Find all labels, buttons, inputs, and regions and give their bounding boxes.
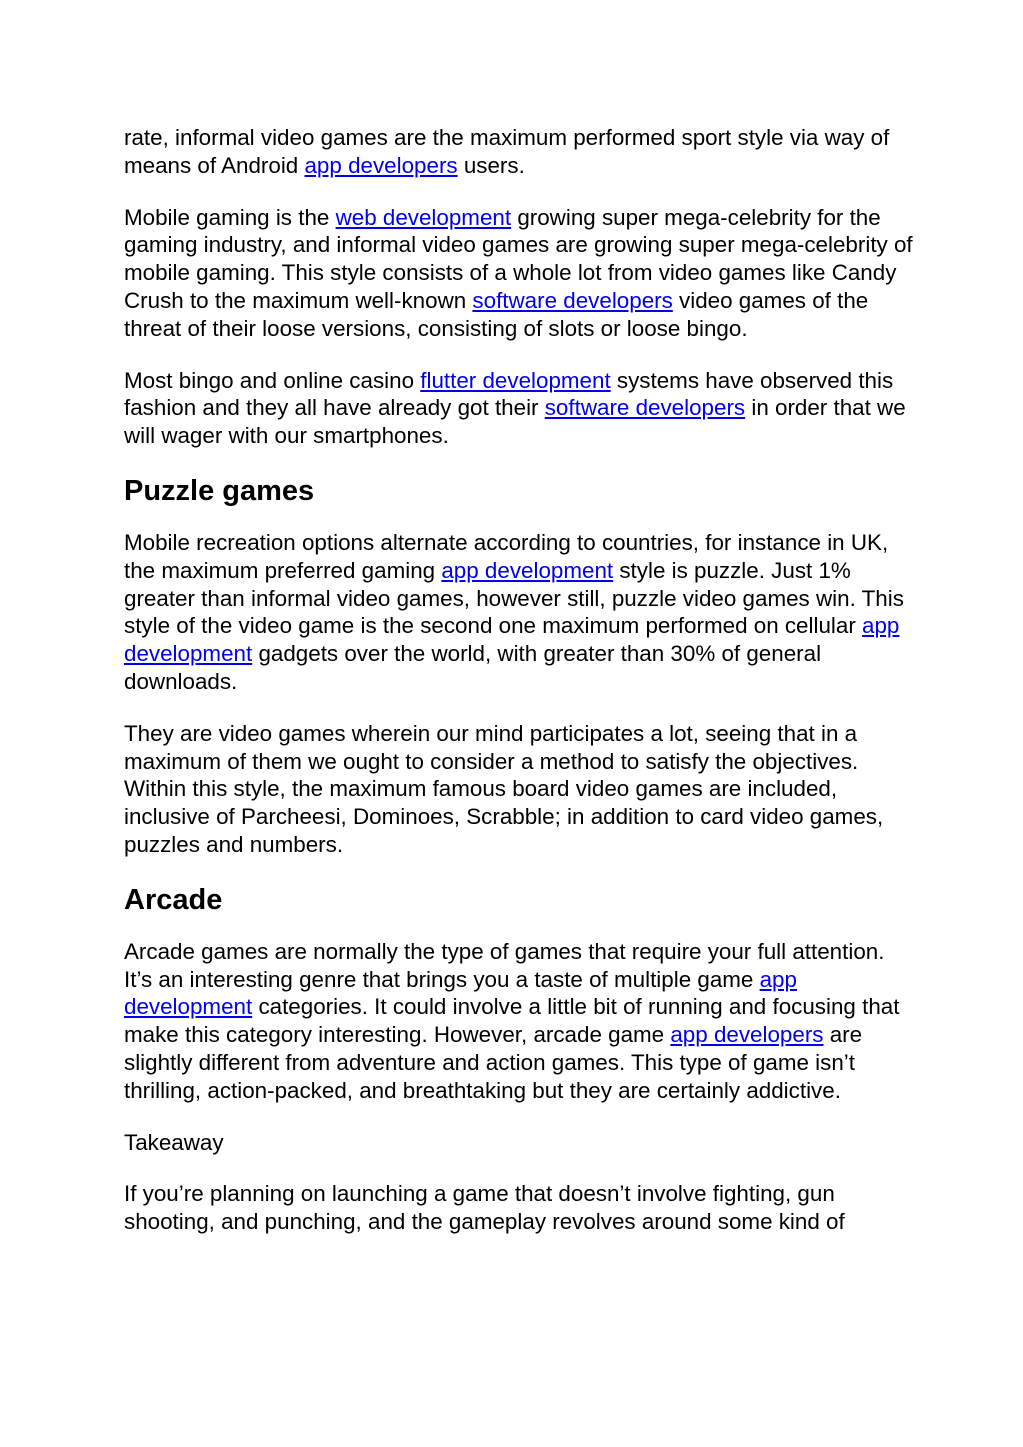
- paragraph-text: gadgets over the world, with greater than 30% of general downloads.: [124, 641, 822, 694]
- paragraph-puzzle-preferences: [124, 529, 914, 696]
- paragraph-text: Mobile gaming is the: [124, 204, 336, 230]
- paragraph-text: in order that we will wager with our smartphones.: [124, 395, 906, 449]
- document-body: [124, 124, 914, 1236]
- link-app-developers[interactable]: app developers: [304, 152, 458, 178]
- link-app-development[interactable]: app development: [124, 966, 797, 1020]
- paragraph-puzzle-description: They are video games wherein our mind participates a lot, seeing that in a maximum of them we ought to consider a method to satisfy the objectives. Within this style, the maximum famous board video games are included, inclusive of Parcheesi, Dominoes, Scrabble; in addition to card video games, puzzles and numbers.: [124, 720, 884, 857]
- paragraph-arcade-description: [124, 938, 914, 1105]
- paragraph-text: rate, informal video games are the maximum performed sport style via way of means of Android: [124, 125, 890, 178]
- link-flutter-development[interactable]: flutter development: [420, 367, 611, 393]
- paragraph-text: Most bingo and online casino: [124, 367, 421, 393]
- link-software-developers[interactable]: software developers: [544, 395, 746, 421]
- link-web-development[interactable]: web development: [335, 204, 512, 230]
- paragraph-text: style is puzzle. Just 1% greater than informal video games, however still, puzzle video games win. This style of the video game is the second one maximum performed on cellular: [124, 557, 904, 639]
- link-software-developers[interactable]: software developers: [472, 287, 673, 313]
- paragraph-casual-games: [124, 124, 914, 180]
- heading-arcade: Arcade: [124, 883, 223, 916]
- paragraph-text: systems have observed this fashion and they all have already got their: [124, 367, 894, 421]
- paragraph-text: growing super mega-celebrity for the gaming industry, and informal video games are growing super mega-celebrity of mobile gaming. This style consists of a whole lot from video games like Candy Crush to the maximum well-known: [124, 204, 913, 313]
- link-app-developers[interactable]: app developers: [670, 1022, 824, 1048]
- link-app-development[interactable]: app development: [124, 613, 900, 667]
- paragraph-takeaway-text: If you’re planning on launching a game that doesn’t involve fighting, gun shooting, and punching, and the gameplay revolves around some kind of: [124, 1181, 845, 1235]
- paragraph-mobile-gaming: [124, 204, 914, 343]
- paragraph-text: Mobile recreation options alternate according to countries, for instance in UK, the maximum preferred gaming: [124, 529, 889, 583]
- paragraph-text: categories. It could involve a little bit of running and focusing that make this category interesting. However, arcade game: [124, 994, 900, 1048]
- heading-puzzle-games: Puzzle games: [124, 474, 315, 507]
- paragraph-bingo-casino: [124, 367, 914, 450]
- paragraph-text: are slightly different from adventure and action games. This type of game isn’t thrilling, action-packed, and breathtaking but they are certainly addictive.: [124, 1022, 863, 1103]
- paragraph-text: video games of the threat of their loose versions, consisting of slots or loose bingo.: [124, 287, 869, 341]
- paragraph-takeaway-label: Takeaway: [124, 1129, 224, 1155]
- paragraph-text: users.: [457, 152, 525, 178]
- paragraph-text: Arcade games are normally the type of games that require your full attention. It’s an interesting genre that brings you a taste of multiple game: [124, 938, 885, 992]
- link-app-development[interactable]: app development: [441, 557, 614, 583]
